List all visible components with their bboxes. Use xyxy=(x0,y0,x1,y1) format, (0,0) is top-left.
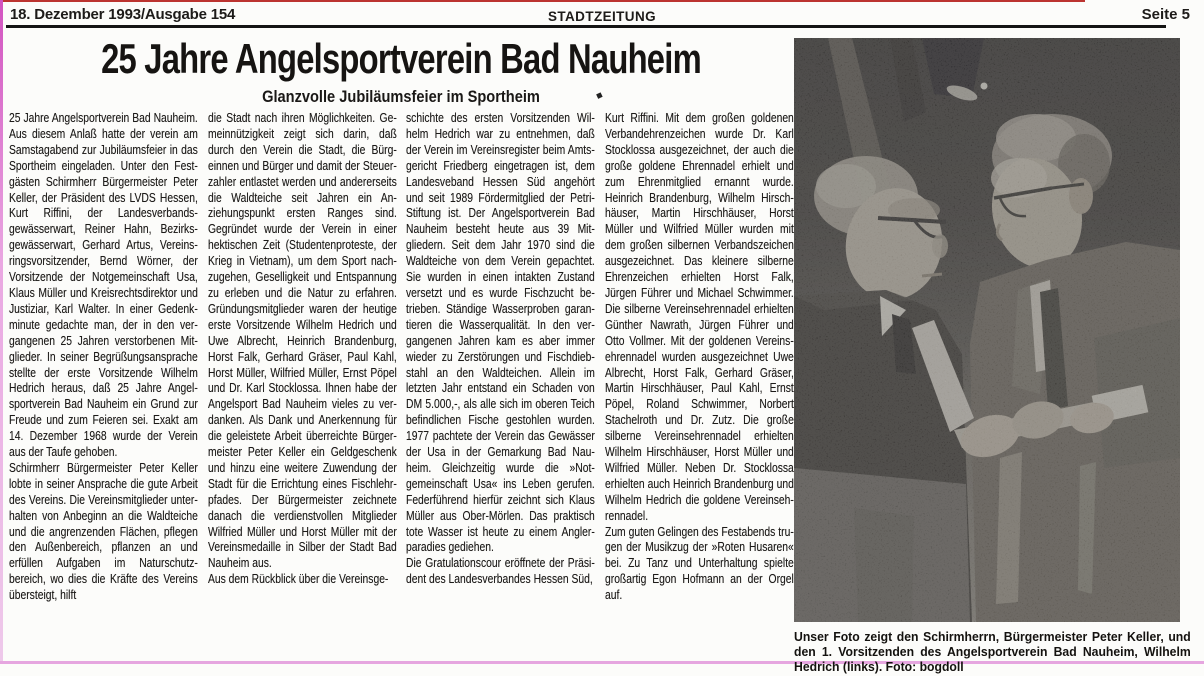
article-paragraph: Zum guten Gelingen des Festabends trugen der Musikzug der »Roten Husaren« bei. Zu Tanz und Unterhaltung spielte großartig Egon Hofmann an der Orgel auf. xyxy=(604,523,794,603)
article-headline: 25 Jahre Angelsportverein Bad Nauheim xyxy=(101,35,701,82)
scan-edge-top xyxy=(0,0,1085,2)
article-column-1 xyxy=(9,110,198,603)
newspaper-name: STADTZEITUNG xyxy=(547,9,657,24)
article-paragraph: schichte des ersten Vorsitzenden Wilhelm Hedrich war zu entnehmen, daß der Verein im Vereinsregister beim Amtsgericht Friedberg eingetragen ist, dem Landesveband Hessen Süd angehört und seit 1989 Fördermitglied der Petri-Stiftung ist. Der Angelsportverein Bad Nauheim besteht heute aus 39 Mitgliedern. Seit dem Jahr 1970 sind die Waldteiche von dem Verein gepachtet. Sie wurden in einen intakten Zustand versetzt und es wurde Fischzucht betrieben. Ständige Wasserproben garantieren die Wasserqualität. In den vergangenen Jahren kam es aber immer wieder zu Zerstörungen und Fischdiebstahl an den Waldteichen. Allein im letzten Jahr entstand ein Schaden von DM 5.000,-, als alle sich im oberen Teich befindlichen Fische gestohlen wurden. 1977 pachtete der Verein das Gewässer der Usa in der Gemarkung Bad Nauheim. Gleichzeitig wurde die »Notgemeinschaft Usa« ins Leben gerufen. Federführend hierfür zeichnt sich Klaus Müller aus Ober-Mörlen. Das praktisch tote Wasser ist heute zu einem Anglerparadies gediehen. xyxy=(406,110,595,555)
photo-grain-light xyxy=(794,38,1180,622)
article-subheadline: Glanzvolle Jubiläumsfeier im Sportheim xyxy=(262,87,540,106)
ink-mark: ◆ xyxy=(594,89,605,101)
photo-caption xyxy=(794,630,1191,676)
article-column-4 xyxy=(605,110,794,603)
article-paragraph: Die Gratulationscour eröffnete der Präsident des Landesverbandes Hessen Süd, xyxy=(406,555,595,587)
masthead-rule xyxy=(6,25,1166,28)
article-photo xyxy=(794,38,1180,622)
masthead-date: 18. Dezember 1993/Ausgabe 154 xyxy=(10,6,236,23)
article-paragraph: Schirmherr Bürgermeister Peter Keller lobte in seiner Ansprache die gute Arbeit des Vereins. Die Vereinsmitglieder unterhalten von Anbeginn an die Waldteiche und die angrenzenden Flächen, pflegen den Außenbereich, pflanzen an und erfüllen Aufgaben im Naturschutzbereich, wo dies die Kräfte des Vereins übersteigt, hilft xyxy=(9,459,198,603)
article-column-2 xyxy=(208,110,397,603)
article-paragraph: Aus dem Rückblick über die Vereinsge- xyxy=(207,571,388,587)
article-paragraph: 25 Jahre Angelsportverein Bad Nauheim. Aus diesem Anlaß hatte der verein am Samstagabend zur Jubiläumsfeier in das Sportheim eingeladen. Unter den Festgästen Schirmherr Bürgermeister Peter Keller, der Präsident des LVDS Hessen, Kurt Riffini, der Landesverbandsgewässerwart, Reiner Hahn, Bezirksgewässerwart, Gerhard Artus, Vereinsringsvorsitzender, Bernd Wörner, der Vorsitzende der Notgemeinschaft Usa, Klaus Müller und Kreisrechtsdirektor und Justiziar, Karl Walter. In einer Gedenkminute gedachte man, der in den vergangenen 25 Jahren verstorbenen Mitglieder. In seiner Begrüßungsansprache stellte der erste Vorsitzende Wilhelm Hedrich heraus, daß 25 Jahre Angelsportverein Bad Nauheim ein Grund zur Freude und zum Feieren sei. Exakt am 14. Dezember 1968 wurde der Verein aus der Taufe gehoben. xyxy=(9,110,198,460)
article-paragraph: Kurt Riffini. Mit dem großen goldenen Verbandehrenzeichen wurde Dr. Karl Stocklossa ausgezeichnet, der auch die große goldene Ehrennadel erhielt und zum Ehrenmitglied ernannt wurde. Heinrich Brandenburg, Wilhelm Hirschhäuser, Martin Hirschhäuser, Horst Müller und Wilfried Müller wurden mit dem großen silbernen Verbandszeichen ausgezeichnet. Das kleinere silberne Ehrenzeichen erhielten Horst Falk, Jürgen Führer und Michael Schwimmer. Die silberne Vereinsehrennadel erhielten Günther Nawrath, Jürgen Führer und Otto Vollmer. Mit der goldenen Vereinsehrennadel wurden ausgezeichnet Uwe Albrecht, Horst Falk, Gerhard Gräser, Martin Hirschhäuser, Paul Kahl, Ernst Pöpel, Roland Schwimmer, Norbert Stachelroth und Dr. Zutz. Die große silberne Vereinsehrennadel erhielten Wilhelm Hirschhäuser, Horst Müller und Wilfried Müller. Neben Dr. Stocklossa erhielten auch Heinrich Brandenburg und Wilhelm Hedrich die goldene Vereinsehrennadel. xyxy=(604,110,794,523)
page-number: Seite 5 xyxy=(1141,6,1190,23)
caption-text: Unser Foto zeigt den Schirmherrn, Bürgermeister Peter Keller, und den 1. Vorsitzenden des Angelsportverein Bad Nauheim, Wilhelm Hedrich (links). xyxy=(794,630,1191,675)
scan-edge-left xyxy=(0,0,3,664)
photo-credit: Foto: bogdoll xyxy=(885,660,964,675)
photo-illustration xyxy=(794,38,1180,622)
article-body xyxy=(9,110,793,603)
article-column-3 xyxy=(406,110,595,603)
article-paragraph: die Stadt nach ihren Möglichkeiten. Gemeinnützigkeit zeigt sich darin, daß durch den Verein die Stadt, die Bürgeinnen und Bürger und damit der Steuerzahler entlastet werden und andererseits die Waldteiche seit Jahren ein Anziehungspunkt ersten Ranges sind. Gegründet wurde der Verein in einer hektischen Zeit (Studentenproteste, der Krieg in Vietnam), um dem Sport nachzugehen, Geselligkeit und Entspannung zu erleben und die Natur zu erfahren. Gründungsmitglieder waren der heutige erste Vorsitzende Wilhelm Hedrich und Uwe Albrecht, Heinrich Brandenburg, Horst Falk, Gerhard Gräser, Paul Kahl, Horst Müller, Wilfried Müller, Ernst Pöpel und Dr. Karl Stocklossa. Ihnen habe der Angelsport Bad Nauheim vieles zu verdanken. Als Dank und Anerkennung für die geleistete Arbeit überreichte Bürgermeister Peter Keller ein Geldgeschenk und hinzu eine weitere Zuwendung der Stadt für die Errichtung eines Fischlehrpfades. Der Bürgermeister zeichnete danach die verdienstvollen Mitglieder Wilfried Müller und Horst Müller mit der Vereinsmedaille in Silber der Stadt Bad Nauheim aus. xyxy=(207,110,397,571)
